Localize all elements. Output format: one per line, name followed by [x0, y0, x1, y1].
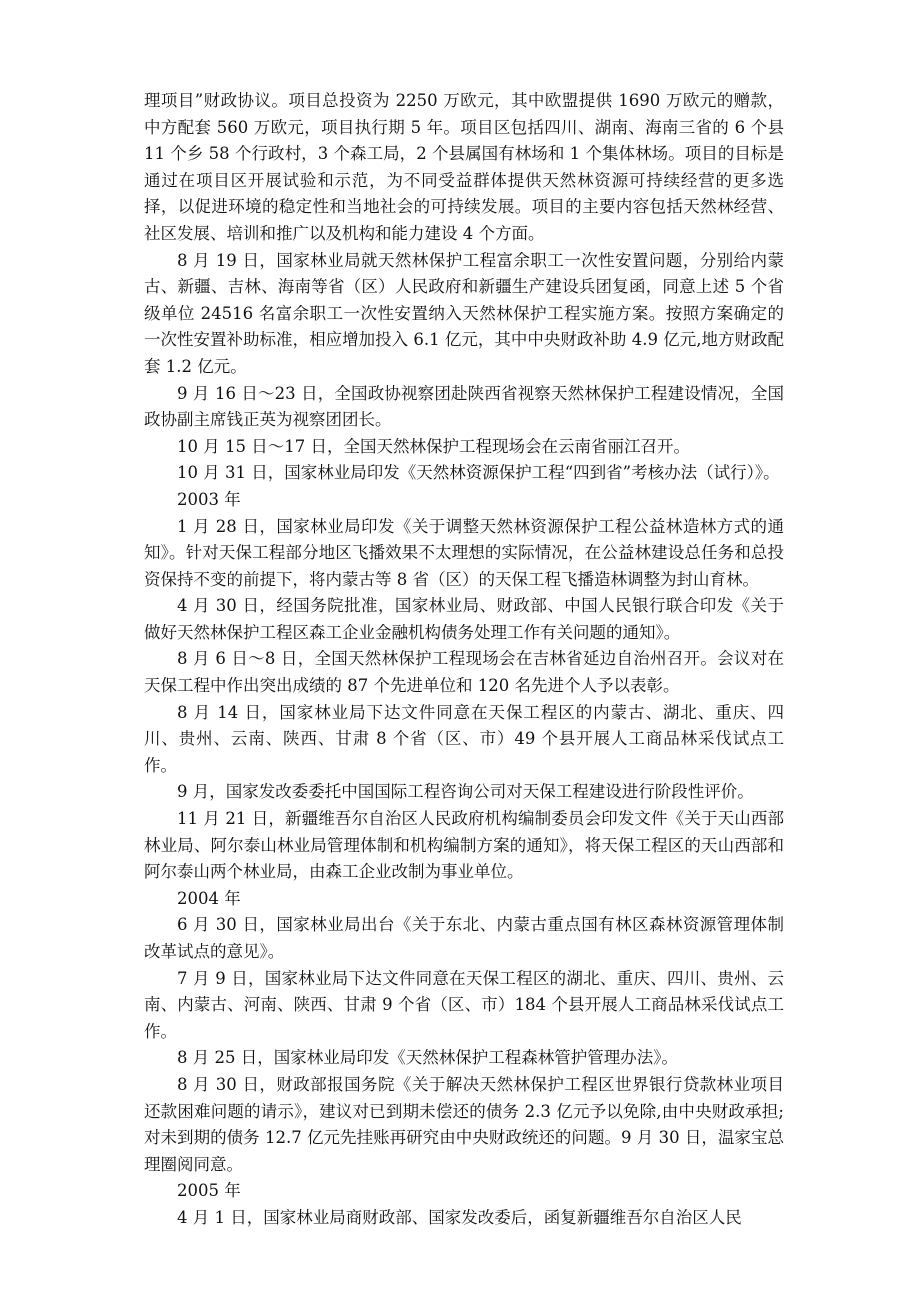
- paragraph-entry: 8 月 19 日，国家林业局就天然林保护工程富余职工一次性安置问题，分别给内蒙古、新疆、吉林、海南等省（区）人民政府和新疆生产建设兵团复函，同意上述 5 个省级单位 24516 名富余职工一次性安置纳入天然林保护工程实施方案。按照方案确定的一次性安置补助标准，相应增加投入 6.1 亿元，其中中央财政补助 4.9 亿元,地方财政配套 1.2 亿元。: [144, 250, 784, 376]
- paragraph-entry: 8 月 30 日，财政部报国务院《关于解决天然林保护工程区世界银行贷款林业项目还款困难问题的请示》，建议对已到期未偿还的债务 2.3 亿元予以免除,由中央财政承担; 对未到期的债务 12.7 亿元先挂账再研究由中央财政统还的问题。9 月 30 日，温家宝总理圈阅同意。: [144, 1074, 784, 1174]
- paragraph-entry: 8 月 6 日～8 日，全国天然林保护工程现场会在吉林省延边自治州召开。会议对在天保工程中作出突出成绩的 87 个先进单位和 120 名先进个人予以表彰。: [144, 649, 784, 696]
- paragraph-continuation: 理项目”财政协议。项目总投资为 2250 万欧元，其中欧盟提供 1690 万欧元的赠款，中方配套 560 万欧元，项目执行期 5 年。项目区包括四川、湖南、海南三省的 6 个县 11 个乡 58 个行政村，3 个森工局，2 个县属国有林场和 1 个集体林场。项目的目标是通过在项目区开展试验和示范，为不同受益群体提供天然林资源可持续经营的更多选择，以促进环境的稳定性和当地社会的可持续发展。项目的主要内容包括天然林经营、社区发展、培训和推广以及机构和能力建设 4 个方面。: [144, 91, 784, 243]
- paragraph-entry: 9 月 16 日～23 日，全国政协视察团赴陕西省视察天然林保护工程建设情况，全国政协副主席钱正英为视察团团长。: [144, 383, 784, 430]
- document-body: [144, 88, 784, 1232]
- paragraph-entry: 7 月 9 日，国家林业局下达文件同意在天保工程区的湖北、重庆、四川、贵州、云南、内蒙古、河南、陕西、甘肃 9 个省（区、市）184 个县开展人工商品林采伐试点工作。: [144, 968, 784, 1041]
- paragraph-entry: 10 月 15 日～17 日，全国天然林保护工程现场会在云南省丽江召开。: [177, 436, 690, 456]
- paragraph-entry: 8 月 25 日，国家林业局印发《天然林保护工程森林管护管理办法》。: [177, 1048, 678, 1068]
- paragraph-entry: 11 月 21 日，新疆维吾尔自治区人民政府机构编制委员会印发文件《关于天山西部林业局、阿尔泰山林业局管理体制和机构编制方案的通知》，将天保工程区的天山西部和阿尔泰山两个林业局，由森工企业改制为事业单位。: [144, 809, 784, 882]
- paragraph-entry: 10 月 31 日，国家林业局印发《天然林资源保护工程“四到省”考核办法（试行）》。: [177, 463, 780, 483]
- paragraph-entry: 4 月 1 日，国家林业局商财政部、国家发改委后，函复新疆维吾尔自治区人民: [177, 1207, 742, 1227]
- paragraph-entry: 8 月 14 日，国家林业局下达文件同意在天保工程区的内蒙古、湖北、重庆、四川、贵州、云南、陕西、甘肃 8 个省（区、市）49 个县开展人工商品林采伐试点工作。: [144, 702, 784, 775]
- paragraph-entry: 1 月 28 日，国家林业局印发《关于调整天然林资源保护工程公益林造林方式的通知》。针对天保工程部分地区飞播效果不太理想的实际情况，在公益林建设总任务和总投资保持不变的前提下，将内蒙古等 8 省（区）的天保工程飞播造林调整为封山育林。: [144, 516, 784, 589]
- paragraph-entry: 6 月 30 日，国家林业局出台《关于东北、内蒙古重点国有林区森林资源管理体制改革试点的意见》。: [144, 915, 784, 961]
- year-heading: 2005 年: [177, 1181, 241, 1201]
- paragraph-entry: 4 月 30 日，经国务院批准，国家林业局、财政部、中国人民银行联合印发《关于做好天然林保护工程区森工企业金融机构债务处理工作有关问题的通知》。: [144, 596, 784, 642]
- year-heading: 2003 年: [177, 489, 241, 509]
- year-heading: 2004 年: [177, 888, 241, 908]
- paragraph-entry: 9 月，国家发改委委托中国国际工程咨询公司对天保工程建设进行阶段性评价。: [177, 782, 754, 802]
